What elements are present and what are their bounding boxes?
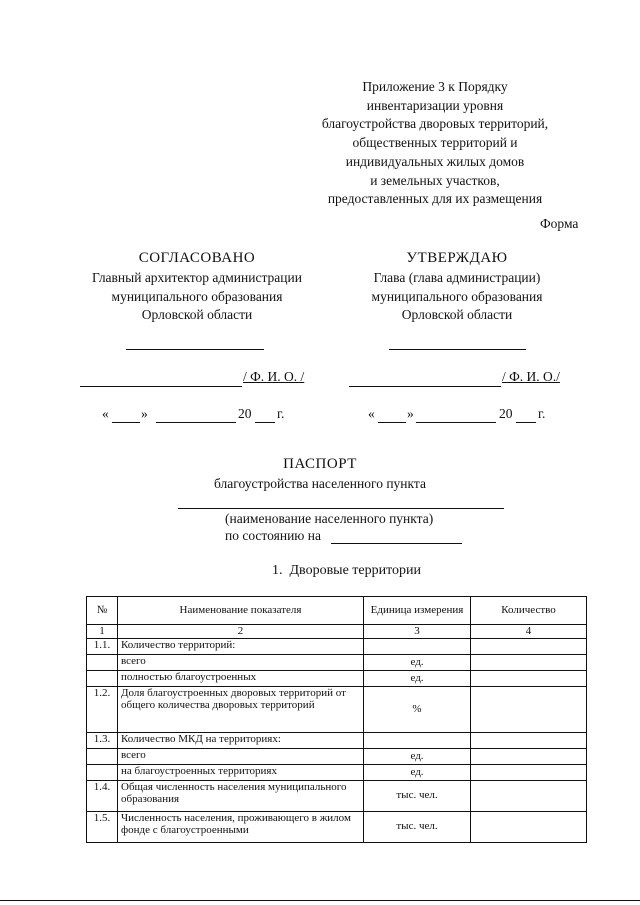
appendix-line: инвентаризации уровня <box>366 97 504 113</box>
date-open-quote-left: « <box>102 406 109 421</box>
table-row <box>87 638 587 654</box>
row-number: 1.2. <box>87 686 118 732</box>
row-quantity[interactable] <box>471 732 587 748</box>
col-number: 4 <box>471 625 587 639</box>
table-header-row <box>87 597 587 625</box>
approved-right-line: Орловской области <box>401 307 513 323</box>
approved-right-line: муниципального образования <box>371 288 543 304</box>
row-unit: ед. <box>364 748 471 764</box>
appendix-line: и земельных участков, <box>370 172 500 188</box>
as-of-date-line[interactable] <box>331 543 462 544</box>
row-number: 1.4. <box>87 780 118 811</box>
date-close-quote-left: » <box>141 406 148 421</box>
row-name: на благоустроенных территориях <box>118 764 364 780</box>
table-row <box>87 654 587 670</box>
date-day-line-left[interactable] <box>112 422 140 423</box>
as-of-label: по состоянию на <box>225 528 321 543</box>
approved-left-line: муниципального образования <box>111 288 283 304</box>
table-row <box>87 686 587 732</box>
row-quantity[interactable] <box>471 780 587 811</box>
row-number <box>87 748 118 764</box>
date-day-line-right[interactable] <box>378 422 406 423</box>
row-unit: % <box>364 686 471 732</box>
row-unit <box>364 732 471 748</box>
approved-right-block <box>322 249 592 325</box>
row-unit: ед. <box>364 764 471 780</box>
approved-left-line: Орловской области <box>141 307 253 323</box>
date-year-line-right[interactable] <box>516 422 536 423</box>
indicators-table <box>86 596 587 843</box>
col-number: 3 <box>364 625 471 639</box>
table-row <box>87 764 587 780</box>
signature-line-left[interactable] <box>126 349 264 350</box>
col-number: 2 <box>118 625 364 639</box>
date-month-line-right[interactable] <box>416 422 496 423</box>
row-number <box>87 670 118 686</box>
approved-left-heading: СОГЛАСОВАНО <box>138 250 256 266</box>
row-unit: ед. <box>364 670 471 686</box>
row-quantity[interactable] <box>471 686 587 732</box>
row-number <box>87 654 118 670</box>
table-row <box>87 780 587 811</box>
row-name: всего <box>118 654 364 670</box>
row-quantity[interactable] <box>471 811 587 842</box>
date-month-line-left[interactable] <box>156 422 236 423</box>
header-indicator: Наименование показателя <box>118 597 364 625</box>
column-number-row <box>87 625 587 639</box>
table-row <box>87 811 587 842</box>
row-name: Численность населения, проживающего в жилом фонде с благоустроенными <box>118 811 364 842</box>
signature-line-right[interactable] <box>389 349 526 350</box>
row-quantity[interactable] <box>471 748 587 764</box>
approved-right-line: Глава (глава администрации) <box>373 269 541 285</box>
row-name: всего <box>118 748 364 764</box>
row-unit: ед. <box>364 654 471 670</box>
row-name: Количество территорий: <box>118 638 364 654</box>
form-label: Форма <box>540 216 579 231</box>
appendix-line: благоустройства дворовых территорий, <box>321 116 549 132</box>
col-number: 1 <box>87 625 118 639</box>
date-close-quote-right: » <box>407 406 414 421</box>
row-number: 1.5. <box>87 811 118 842</box>
row-name: Общая численность населения муниципального образования <box>118 780 364 811</box>
section-title: 1. Дворовые территории <box>272 563 422 578</box>
header-quantity: Количество <box>471 597 587 625</box>
row-quantity[interactable] <box>471 654 587 670</box>
approved-right-heading: УТВЕРЖДАЮ <box>406 250 508 266</box>
table-row <box>87 670 587 686</box>
date-suffix-right: г. <box>538 406 546 421</box>
passport-title: ПАСПОРТ <box>283 456 357 472</box>
appendix-line: индивидуальных жилых домов <box>345 153 525 169</box>
fio-label-left: / Ф. И. О. / <box>243 369 305 384</box>
date-year-line-left[interactable] <box>255 422 275 423</box>
settlement-name-caption: (наименование населенного пункта) <box>225 511 434 526</box>
appendix-line: предоставленных для их размещения <box>327 191 543 207</box>
fio-line-left[interactable] <box>80 386 242 387</box>
approved-left-line: Главный архитектор администрации <box>92 269 302 285</box>
row-quantity[interactable] <box>471 670 587 686</box>
date-suffix-left: г. <box>277 406 285 421</box>
appendix-header <box>300 78 570 209</box>
row-name: Количество МКД на территориях: <box>118 732 364 748</box>
row-unit <box>364 638 471 654</box>
appendix-line: общественных территорий и <box>352 135 518 151</box>
settlement-name-line[interactable] <box>178 508 504 509</box>
fio-line-right[interactable] <box>349 386 501 387</box>
row-name: полностью благоустроенных <box>118 670 364 686</box>
date-year-left: 20 <box>238 406 252 421</box>
table-row <box>87 732 587 748</box>
row-name: Доля благоустроенных дворовых территорий от общего количества дворовых территорий <box>118 686 364 732</box>
approved-left-block <box>62 249 332 325</box>
row-unit: тыс. чел. <box>364 811 471 842</box>
row-quantity[interactable] <box>471 764 587 780</box>
date-year-right: 20 <box>499 406 513 421</box>
table-row <box>87 748 587 764</box>
row-quantity[interactable] <box>471 638 587 654</box>
page-bottom-rule <box>0 900 640 901</box>
fio-label-right: / Ф. И. О./ <box>502 369 560 384</box>
row-unit: тыс. чел. <box>364 780 471 811</box>
passport-subtitle: благоустройства населенного пункта <box>214 476 426 491</box>
appendix-line: Приложение 3 к Порядку <box>362 79 508 94</box>
row-number <box>87 764 118 780</box>
header-number: № <box>87 597 118 625</box>
row-number: 1.3. <box>87 732 118 748</box>
row-number: 1.1. <box>87 638 118 654</box>
date-open-quote-right: « <box>368 406 375 421</box>
header-unit: Единица измерения <box>364 597 471 625</box>
